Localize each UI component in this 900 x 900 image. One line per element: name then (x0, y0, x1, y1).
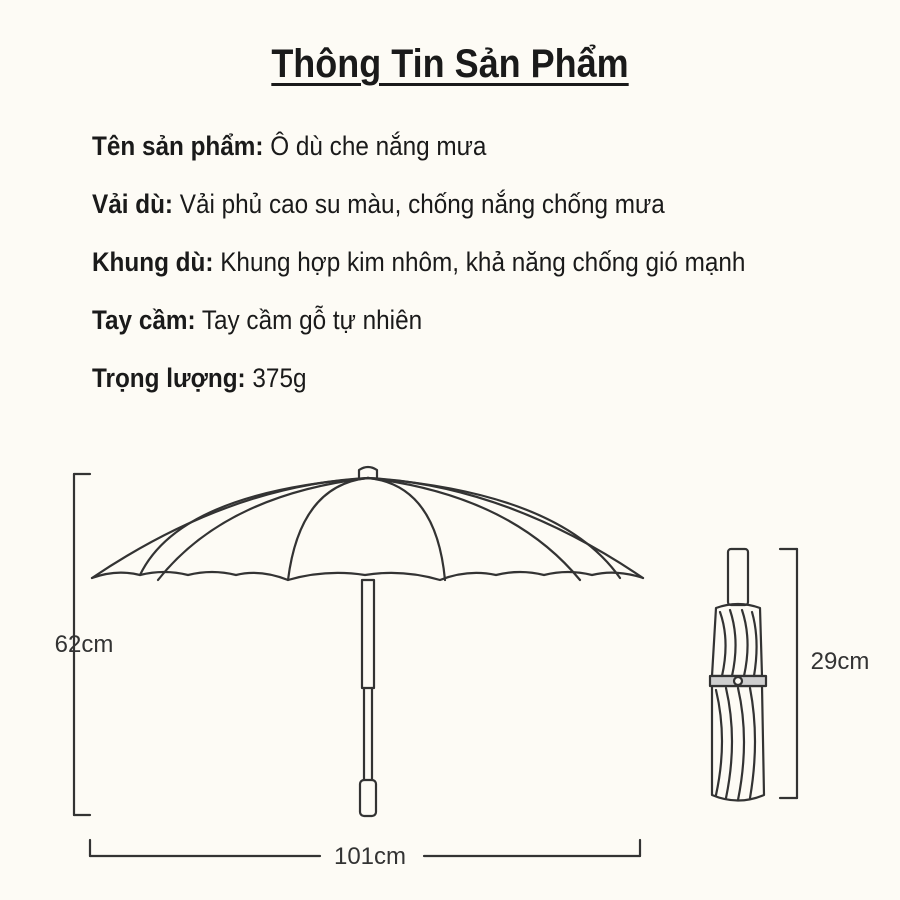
folded-length-label: 29cm (810, 648, 870, 675)
height-label: 62cm (54, 631, 114, 658)
spec-label: Tay cầm: (92, 305, 196, 335)
spec-value: Ô dù che nắng mưa (270, 131, 487, 161)
spec-value: Vải phủ cao su màu, chống nắng chống mưa (179, 189, 665, 219)
open-umbrella-icon (92, 467, 643, 816)
spec-value: Khung hợp kim nhôm, khả năng chống gió mạnh (220, 247, 746, 277)
folded-length-dimension-line (780, 549, 797, 798)
width-label: 101cm (333, 843, 407, 870)
folded-umbrella-icon (710, 549, 766, 801)
spec-value: 375g (252, 363, 307, 393)
page-title: Thông Tin Sản Phẩm (271, 42, 629, 86)
spec-label: Khung dù: (92, 247, 214, 277)
spec-label: Trọng lượng: (92, 363, 246, 393)
spec-value: Tay cầm gỗ tự nhiên (201, 305, 423, 335)
spec-label: Vải dù: (92, 189, 174, 219)
spec-label: Tên sản phẩm: (92, 131, 264, 161)
